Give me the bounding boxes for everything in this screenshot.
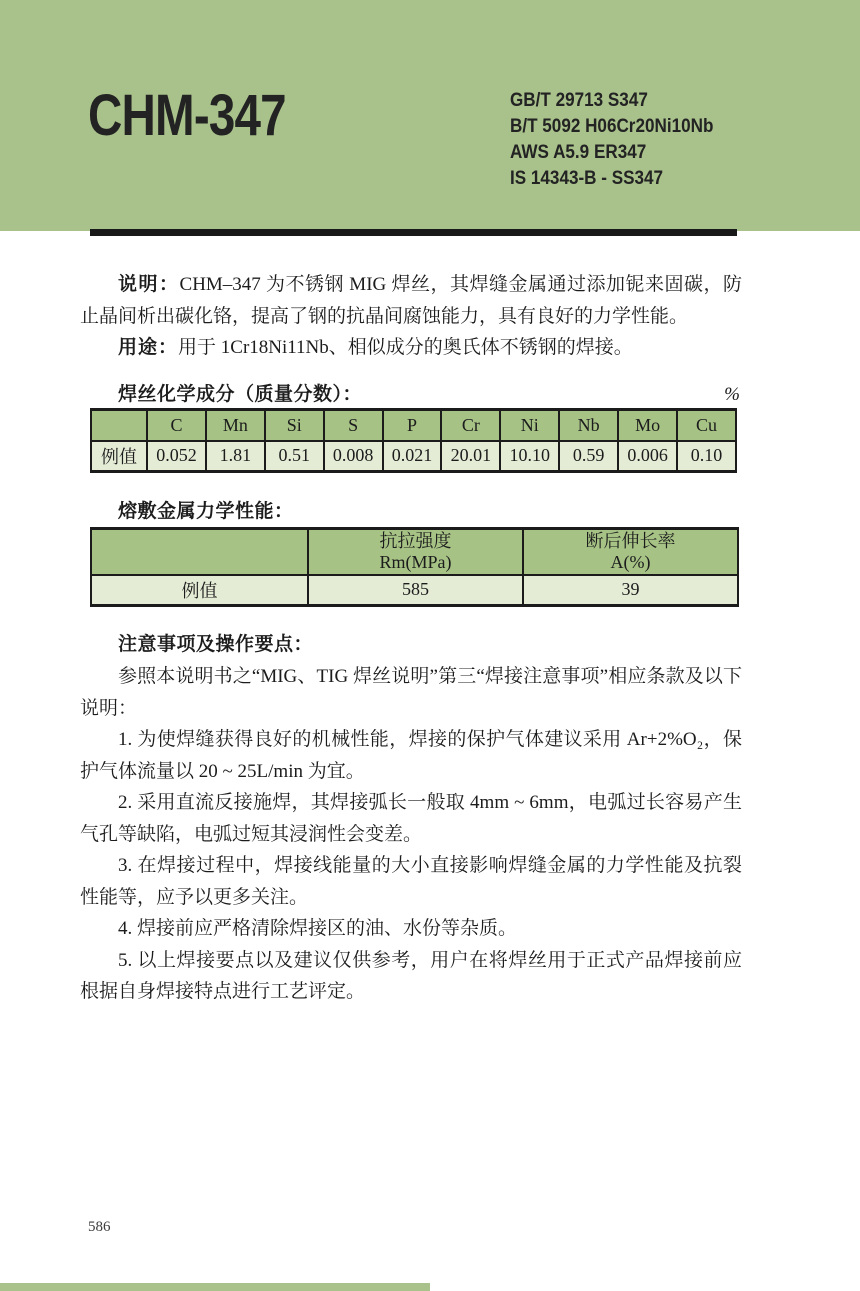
mechanical-properties-table [90,527,739,607]
header-band [0,0,860,231]
chem-section-title: 焊丝化学成分（质量分数）： [118,384,363,405]
notes-item: 2. 采用直流反接施焊，其焊接弧长一般取 4mm ~ 6mm，电弧过长容易产生气孔等缺陷，电弧过短其浸润性会变差。 [80,792,742,845]
chem-col-header: Nb [559,410,618,441]
chem-header-row [91,410,736,441]
chem-value: 0.10 [677,441,736,472]
spec-text: CHM–347 为不锈钢 MIG 焊丝，其焊缝金属通过添加铌来固碳，防止晶间析出碳化铬，提高了钢的抗晶间腐蚀能力，具有良好的力学性能。 [80,274,742,327]
chem-col-header: Ni [500,410,559,441]
notes-block [80,661,742,1008]
standard-line: B/T 5092 H06Cr20Ni10Nb [510,116,714,137]
chem-col-header: C [147,410,206,441]
mech-col-header-line2: A(%) [610,551,651,572]
spec-paragraph [80,269,742,332]
notes-title-row [80,633,742,657]
chem-value: 0.008 [324,441,383,472]
chem-value: 20.01 [441,441,500,472]
standard-line: IS 14343-B - SS347 [510,168,664,189]
chem-value: 10.10 [500,441,559,472]
mech-col-header-line2: Rm(MPa) [379,551,452,572]
chem-col-header: Cu [677,410,736,441]
chem-value: 0.51 [265,441,324,472]
chem-title-row [80,383,742,407]
chem-value: 0.021 [383,441,442,472]
mech-col-header-line1: 断后伸长率 [585,530,676,551]
mech-value: 585 [308,575,523,606]
mech-row-label: 例值 [91,575,308,606]
chem-value: 1.81 [206,441,265,472]
notes-intro: 参照本说明书之“MIG、TIG 焊丝说明”第三“焊接注意事项”相应条款及以下说明： [80,666,742,719]
mech-col-header-line1: 抗拉强度 [379,530,452,551]
usage-paragraph [80,332,742,364]
chem-unit: % [724,384,740,405]
mech-col-header [308,529,523,575]
notes-section-title: 注意事项及操作要点： [118,634,314,655]
chem-col-header: Cr [441,410,500,441]
page-number: 586 [88,1219,111,1235]
chem-row-label: 例值 [91,441,147,472]
mech-corner-cell [91,529,308,575]
description-block [80,269,742,364]
chem-col-header: S [324,410,383,441]
chemical-composition-table [90,408,737,473]
chem-col-header: Mn [206,410,265,441]
chem-col-header: P [383,410,442,441]
mech-section-title: 熔敷金属力学性能： [118,501,294,522]
header-divider-rule [90,229,737,236]
chem-value-row [91,441,736,472]
chem-value: 0.006 [618,441,677,472]
product-title: CHM-347 [88,83,286,148]
usage-label: 用途： [118,337,179,358]
chem-col-header: Mo [618,410,677,441]
standards-list [510,88,713,192]
mech-value-row [91,575,738,606]
bottom-page-strip [0,1283,430,1291]
standard-line: GB/T 29713 S347 [510,90,648,111]
mech-title-row [80,500,742,524]
notes-item: 3. 在焊接过程中，焊接线能量的大小直接影响焊缝金属的力学性能及抗裂性能等，应予以更多关注。 [80,855,742,908]
mech-value: 39 [523,575,738,606]
usage-text: 用于 1Cr18Ni11Nb、相似成分的奥氏体不锈钢的焊接。 [178,337,633,358]
notes-item: 5. 以上焊接要点以及建议仅供参考，用户在将焊丝用于正式产品焊接前应根据自身焊接特点进行工艺评定。 [80,949,742,1002]
chem-col-header: Si [265,410,324,441]
standard-line: AWS A5.9 ER347 [510,142,647,163]
spec-label: 说明： [118,274,180,295]
notes-item: 1. 为使焊缝获得良好的机械性能，焊接的保护气体建议采用 Ar+2%O₂，保护气体流量以 20 ~ 25L/min 为宜。 [80,729,742,782]
chem-corner-cell [91,410,147,441]
notes-item: 4. 焊接前应严格清除焊接区的油、水份等杂质。 [118,918,518,939]
mech-header-row [91,529,738,575]
mech-col-header [523,529,738,575]
chem-value: 0.59 [559,441,618,472]
chem-value: 0.052 [147,441,206,472]
